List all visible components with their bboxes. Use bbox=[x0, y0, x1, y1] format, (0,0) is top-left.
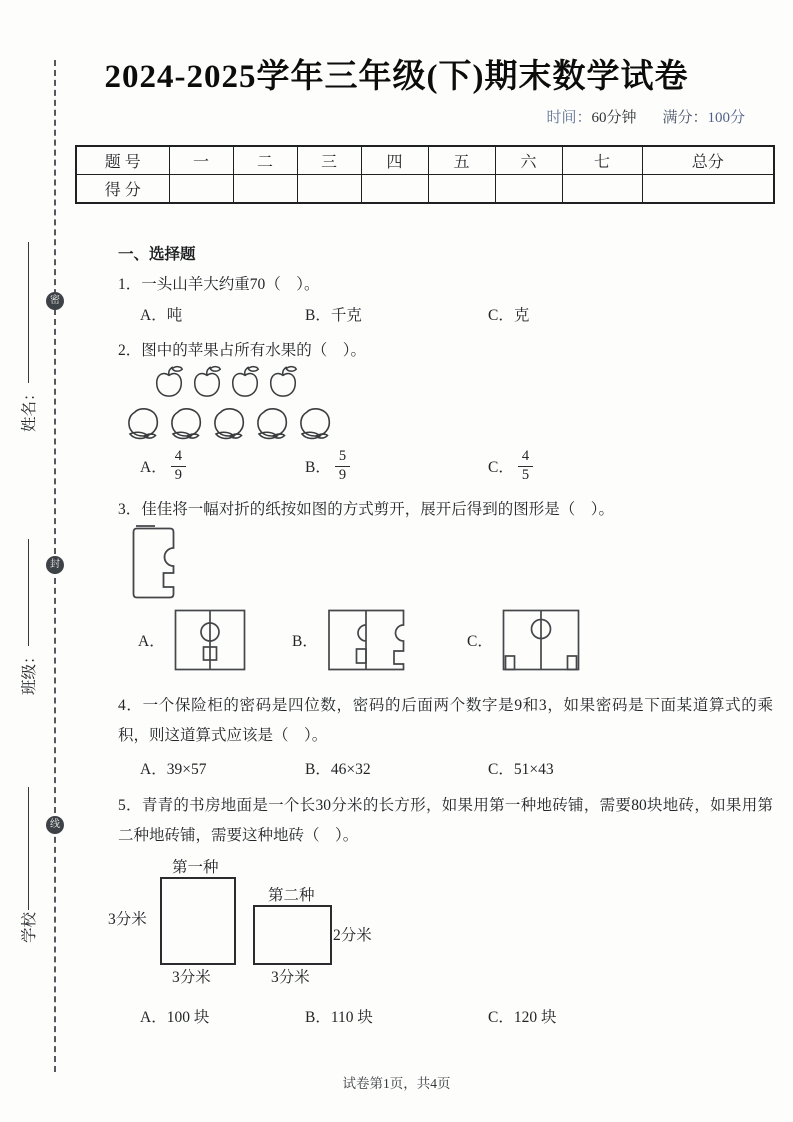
option-5b-text: 110 块 bbox=[330, 1008, 373, 1026]
score-cell bbox=[169, 175, 233, 204]
option-4c bbox=[488, 759, 775, 781]
option-1a bbox=[140, 305, 305, 327]
school-label: 学校 bbox=[21, 911, 38, 943]
option-4b bbox=[305, 759, 488, 781]
option-1c-label: C． bbox=[488, 307, 514, 324]
seal-char-mi: 密 bbox=[46, 292, 64, 310]
option-2c-label: C． bbox=[488, 459, 514, 476]
tile1-bottom-dim: 3分米 bbox=[172, 968, 211, 986]
class-label: 班级： bbox=[21, 648, 38, 695]
option-5b bbox=[305, 1007, 488, 1029]
tile2-right-dim: 2分米 bbox=[333, 926, 372, 944]
option-1c-text: 克 bbox=[513, 307, 530, 324]
question-4-text bbox=[118, 691, 773, 751]
question-4-number: 4． bbox=[118, 696, 143, 714]
fruit-figure bbox=[123, 363, 373, 443]
score-table-score-row bbox=[76, 175, 774, 204]
fraction-5-9 bbox=[335, 449, 350, 484]
tile1-rect bbox=[160, 877, 236, 965]
tile2-rect bbox=[253, 905, 332, 965]
question-3-options bbox=[138, 609, 775, 671]
option-4b-label: B． bbox=[305, 760, 331, 778]
fraction-numerator: 4 bbox=[518, 449, 533, 467]
option-1a-text: 吨 bbox=[166, 307, 183, 324]
option-1b-text: 千克 bbox=[330, 307, 362, 324]
option-3b-shape bbox=[327, 609, 405, 671]
fraction-4-5 bbox=[518, 449, 533, 484]
score-row-label: 得 分 bbox=[76, 175, 169, 204]
header-cell-4: 四 bbox=[361, 146, 428, 175]
class-field bbox=[16, 539, 40, 695]
header-cell-5: 五 bbox=[428, 146, 495, 175]
option-5a-text: 100 块 bbox=[166, 1008, 210, 1026]
option-4b-text: 46×32 bbox=[330, 760, 371, 778]
score-cell bbox=[297, 175, 361, 204]
fraction-4-9 bbox=[171, 449, 186, 484]
option-2a-label: A． bbox=[140, 459, 167, 476]
fraction-numerator: 5 bbox=[335, 449, 350, 467]
question-1-body: 一头山羊大约重70（ ）。 bbox=[141, 276, 320, 293]
question-1-text bbox=[118, 271, 773, 299]
question-5-number: 5． bbox=[118, 796, 142, 814]
header-cell-total: 总分 bbox=[642, 146, 774, 175]
option-4a-text: 39×57 bbox=[166, 760, 207, 778]
question-5-body: 青青的书房地面是一个长30分米的长方形，如果用第一种地砖铺，需要80块地砖，如果用第二种地砖铺，需要这种地砖（ ）。 bbox=[118, 796, 773, 844]
exam-meta bbox=[0, 108, 793, 128]
option-4a bbox=[140, 759, 305, 781]
question-3-number: 3． bbox=[118, 500, 142, 518]
option-2a bbox=[140, 448, 305, 486]
name-label: 姓名： bbox=[21, 385, 38, 432]
fraction-denominator: 5 bbox=[521, 466, 530, 483]
question-2-figure bbox=[123, 363, 775, 443]
option-4a-label: A． bbox=[140, 760, 167, 778]
option-1c bbox=[488, 305, 775, 327]
folded-paper-figure bbox=[127, 524, 181, 602]
tile2-bottom-dim: 3分米 bbox=[271, 968, 310, 986]
score-cell bbox=[428, 175, 495, 204]
header-cell-2: 二 bbox=[233, 146, 297, 175]
score-cell bbox=[562, 175, 642, 204]
option-1b-label: B． bbox=[305, 307, 331, 324]
fraction-numerator: 4 bbox=[171, 449, 186, 467]
option-3b-label: B． bbox=[292, 632, 318, 650]
option-3c bbox=[467, 609, 580, 671]
option-5c-label: C． bbox=[488, 1008, 514, 1026]
page-title: 2024-2025学年三年级(下)期末数学试卷 bbox=[104, 59, 689, 95]
page-footer: 试卷第1页，共4页 bbox=[342, 1076, 451, 1091]
header-cell-6: 六 bbox=[495, 146, 562, 175]
option-4c-text: 51×43 bbox=[513, 760, 554, 778]
option-3a-label: A． bbox=[138, 632, 165, 650]
score-cell bbox=[233, 175, 297, 204]
option-5a bbox=[140, 1007, 305, 1029]
option-5a-label: A． bbox=[140, 1008, 167, 1026]
question-2-body: 图中的苹果占所有水果的（ ）。 bbox=[141, 342, 367, 359]
question-1-number: 1． bbox=[118, 276, 142, 293]
question-4-options bbox=[140, 759, 775, 781]
class-blank-line bbox=[28, 539, 29, 646]
option-5b-label: B． bbox=[305, 1008, 331, 1026]
question-3-text bbox=[118, 498, 773, 522]
question-5-options bbox=[140, 1007, 775, 1029]
score-table-header-row bbox=[76, 146, 774, 175]
option-3a-shape bbox=[174, 609, 246, 671]
option-5c bbox=[488, 1007, 775, 1029]
option-4c-label: C． bbox=[488, 760, 514, 778]
score-table bbox=[75, 145, 775, 204]
header-cell-7: 七 bbox=[562, 146, 642, 175]
question-2-options bbox=[140, 448, 775, 486]
section-heading: 一、选择题 bbox=[118, 246, 196, 263]
question-5-text bbox=[118, 791, 773, 851]
full-score-value: 100分 bbox=[707, 110, 745, 126]
tile1-left-dim: 3分米 bbox=[108, 910, 147, 928]
header-cell-tihao: 题 号 bbox=[76, 146, 169, 175]
name-field bbox=[16, 242, 40, 432]
score-cell bbox=[495, 175, 562, 204]
option-3b bbox=[292, 609, 467, 671]
option-2c bbox=[488, 448, 775, 486]
full-score-label: 满分： bbox=[662, 110, 708, 126]
question-4-body: 一个保险柜的密码是四位数，密码的后面两个数字是9和3，如果密码是下面某道算式的乘积，则这道算式应该是（ ）。 bbox=[118, 696, 773, 744]
score-cell bbox=[361, 175, 428, 204]
fraction-denominator: 9 bbox=[338, 466, 347, 483]
option-5c-text: 120 块 bbox=[513, 1008, 557, 1026]
seal-char-feng: 封 bbox=[46, 556, 64, 574]
question-3-body: 佳佳将一幅对折的纸按如图的方式剪开，展开后得到的图形是（ ）。 bbox=[141, 500, 615, 518]
tile2-label: 第二种 bbox=[268, 886, 315, 904]
question-2-number: 2． bbox=[118, 342, 142, 359]
tile1-label: 第一种 bbox=[172, 858, 219, 876]
question-1-options bbox=[140, 305, 775, 327]
school-field bbox=[16, 787, 40, 943]
option-2b-label: B． bbox=[305, 459, 331, 476]
option-3c-label: C． bbox=[467, 632, 493, 650]
question-2-text bbox=[118, 339, 773, 363]
header-cell-1: 一 bbox=[169, 146, 233, 175]
school-blank-line bbox=[28, 787, 29, 910]
option-1a-label: A． bbox=[140, 307, 167, 324]
option-3a bbox=[138, 609, 292, 671]
seal-char-xian: 线 bbox=[46, 816, 64, 834]
option-1b bbox=[305, 305, 488, 327]
fraction-denominator: 9 bbox=[174, 466, 182, 483]
name-blank-line bbox=[28, 242, 29, 383]
option-3c-shape bbox=[502, 609, 580, 671]
time-label: 时间： bbox=[546, 110, 592, 126]
option-2b bbox=[305, 448, 488, 486]
question-5-figure bbox=[75, 853, 775, 1003]
score-cell bbox=[642, 175, 774, 204]
time-value: 60分钟 bbox=[591, 110, 637, 126]
header-cell-3: 三 bbox=[297, 146, 361, 175]
question-3-figure bbox=[127, 524, 775, 602]
